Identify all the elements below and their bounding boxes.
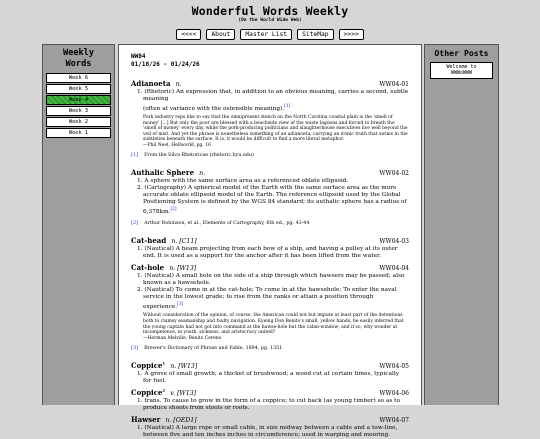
site-subtitle: (On the World Wide Web) — [238, 18, 302, 23]
week-code: WW04 — [131, 53, 146, 60]
headword: Cat-head — [131, 236, 167, 246]
footnote-backlink[interactable]: [2] — [131, 220, 139, 227]
entry-adianoeta — [131, 76, 409, 159]
entry-coppice-verb — [131, 385, 409, 412]
footnote: [2] Arthur Robinson, et al., Elements of Cartography, 6th ed., pg. 43-44 — [131, 220, 310, 227]
week-list — [46, 73, 111, 138]
entry-coppice-noun — [131, 358, 409, 385]
welcome-post-link[interactable]: Welcome to WWWoWWW — [430, 62, 493, 79]
week-3-link[interactable]: Week 3 — [46, 106, 111, 116]
entry-id: WW04-01 — [379, 81, 409, 88]
part-of-speech: n. [C11] — [171, 238, 197, 246]
footnote-ref[interactable]: [3] — [177, 302, 184, 308]
weekly-words-heading: Weekly Words — [62, 48, 95, 69]
part-of-speech: n. — [199, 170, 206, 178]
entry-id: WW04-07 — [379, 417, 409, 425]
usage-quote: Without consideration of the opinion, of course, the American could not but impute at least part of the detentions both to clumsy seamanship and faulty navigation. Eyeing Don Benito's small, yellow hands, he easily inferred that the young captain had not got into command at the hawse-hole but the cabin-window; and if so, why wonder at incompetence, in youth, sickness, and aristocracy united? —Herman Melville, Benito Cereno — [143, 313, 404, 341]
main-content[interactable] — [118, 44, 422, 439]
entry-cat-head — [131, 233, 409, 260]
entry-authalic-sphere — [131, 165, 409, 227]
headword: Authalic Sphere — [131, 168, 195, 178]
headword: Coppice$^1$ — [131, 360, 166, 371]
footnote: [3] Brewer's Dictionary of Phrase and Fable, 1894, pg. 1351 — [131, 345, 283, 352]
week-2-link[interactable]: Week 2 — [46, 117, 111, 127]
other-posts-heading: Other Posts — [434, 48, 489, 58]
headword: Hawser — [131, 415, 161, 425]
headword: Cat-hole — [131, 263, 165, 273]
top-navigation — [0, 29, 540, 40]
week-6-link[interactable]: Week 6 — [46, 73, 111, 83]
definition: 1. (Nautical) A large rope or small cable, in size midway between a cable and a tow-line, between five and ten inches inches in circumference; used in warping and mooring. — [137, 425, 398, 439]
entry-cat-hole — [131, 260, 409, 352]
definition: 1. trans. To cause to grow in the form of a coppice; to cut back (as young timber) so as to produce shoots from stools or roots. — [137, 398, 400, 412]
part-of-speech: v. [W13] — [170, 390, 197, 398]
week-4-link[interactable]: Week 4 — [46, 95, 111, 105]
master-list-button[interactable]: Master List — [240, 29, 292, 40]
footnote-ref[interactable]: [2] — [170, 207, 177, 213]
part-of-speech: n. [W13] — [169, 265, 197, 273]
week-dates: 01/18/26 - 01/24/26 — [131, 61, 200, 68]
definition: 1. A grove of small growth; a thicket of brushwood; a wood cut at certain times, typically for fuel. — [137, 371, 399, 385]
entry-id: WW04-05 — [379, 363, 409, 371]
footnote-backlink[interactable]: [1] — [131, 152, 139, 159]
definition: 1. (Nautical) A small hole on the side of a ship through which hawsers may be passed; also known as a hawsehole. — [137, 273, 405, 287]
definition: 1. (Rhetoric) An expression that, in addition to an obvious meaning, carries a second, subtle meaning (often at variance with the ostensible meaning).[1] — [137, 89, 409, 112]
footnote-ref[interactable]: [1] — [284, 104, 291, 109]
other-posts-sidebar — [424, 44, 499, 405]
week-5-link[interactable]: Week 5 — [46, 84, 111, 94]
entry-id: WW04-04 — [379, 265, 409, 273]
headword: Coppice$^2$ — [131, 387, 166, 398]
entry-hawser — [131, 412, 409, 439]
entry-id: WW04-06 — [379, 390, 409, 398]
entry-id: WW04-03 — [379, 238, 409, 246]
prev-week-button[interactable]: <<<< — [176, 29, 201, 40]
entry-id: WW04-02 — [379, 170, 409, 178]
footnote-backlink[interactable]: [3] — [131, 345, 139, 352]
definition: 1. (Nautical) A beam projecting from each bow of a ship, and having a pulley at its outer end. It is used as a support for the anchor after it has been lifted from the water. — [137, 246, 398, 260]
next-week-button[interactable]: >>>> — [339, 29, 364, 40]
definition: 2. (Cartography) A spherical model of the Earth with the same surface area as the more accurate oblate ellipsoid model of the Earth. The reference ellipsoid used by the Global Positioning System is defined by the WGS 84 standard; its authalic sphere has a radius of 6,378km.[2] — [137, 185, 407, 216]
footnote: [1] From the Silva Rhetoricae (rhetoric.byu.edu) — [131, 152, 254, 159]
part-of-speech: n. [OED1] — [165, 417, 197, 425]
definition: 2. (Nautical) To come in at the cat-hole; To come in at the hawsehole: To enter the naval service in the lowest grade; to rise from the ranks or attain a position through experience.[3] — [137, 287, 397, 311]
sitemap-button[interactable]: SiteMap — [297, 29, 334, 40]
site-title: Wonderful Words Weekly — [191, 4, 349, 18]
part-of-speech: n. [W13] — [170, 363, 198, 371]
week-1-link[interactable]: Week 1 — [46, 128, 111, 138]
part-of-speech: n. — [175, 81, 182, 88]
usage-quote: Pork industry reps like to say that the omnipresent stench on the North Carolina coastal plain is the 'smell of money' [...] But only the poor are blessed with a beachside view of the waste lagoons and forced to breath the 'smell of money' every day, while the pork-producing politicians and slaughterhouse executives live well beyond the veil of mist. And yet the phrase is nonetheless something of an adianoeta, carrying an ironic truth that swims in the subtleties beneath the surface. It is, it would be difficult to find a more literal metaphor. —Phil Neel, Hellworld, pg. 16 — [143, 114, 408, 148]
weekly-words-sidebar — [42, 44, 115, 405]
about-button[interactable]: About — [206, 29, 235, 40]
definition: 1. A sphere with the same surface area as a referenced oblate ellipsoid. — [137, 178, 349, 185]
headword: Adianoeta — [131, 79, 171, 88]
